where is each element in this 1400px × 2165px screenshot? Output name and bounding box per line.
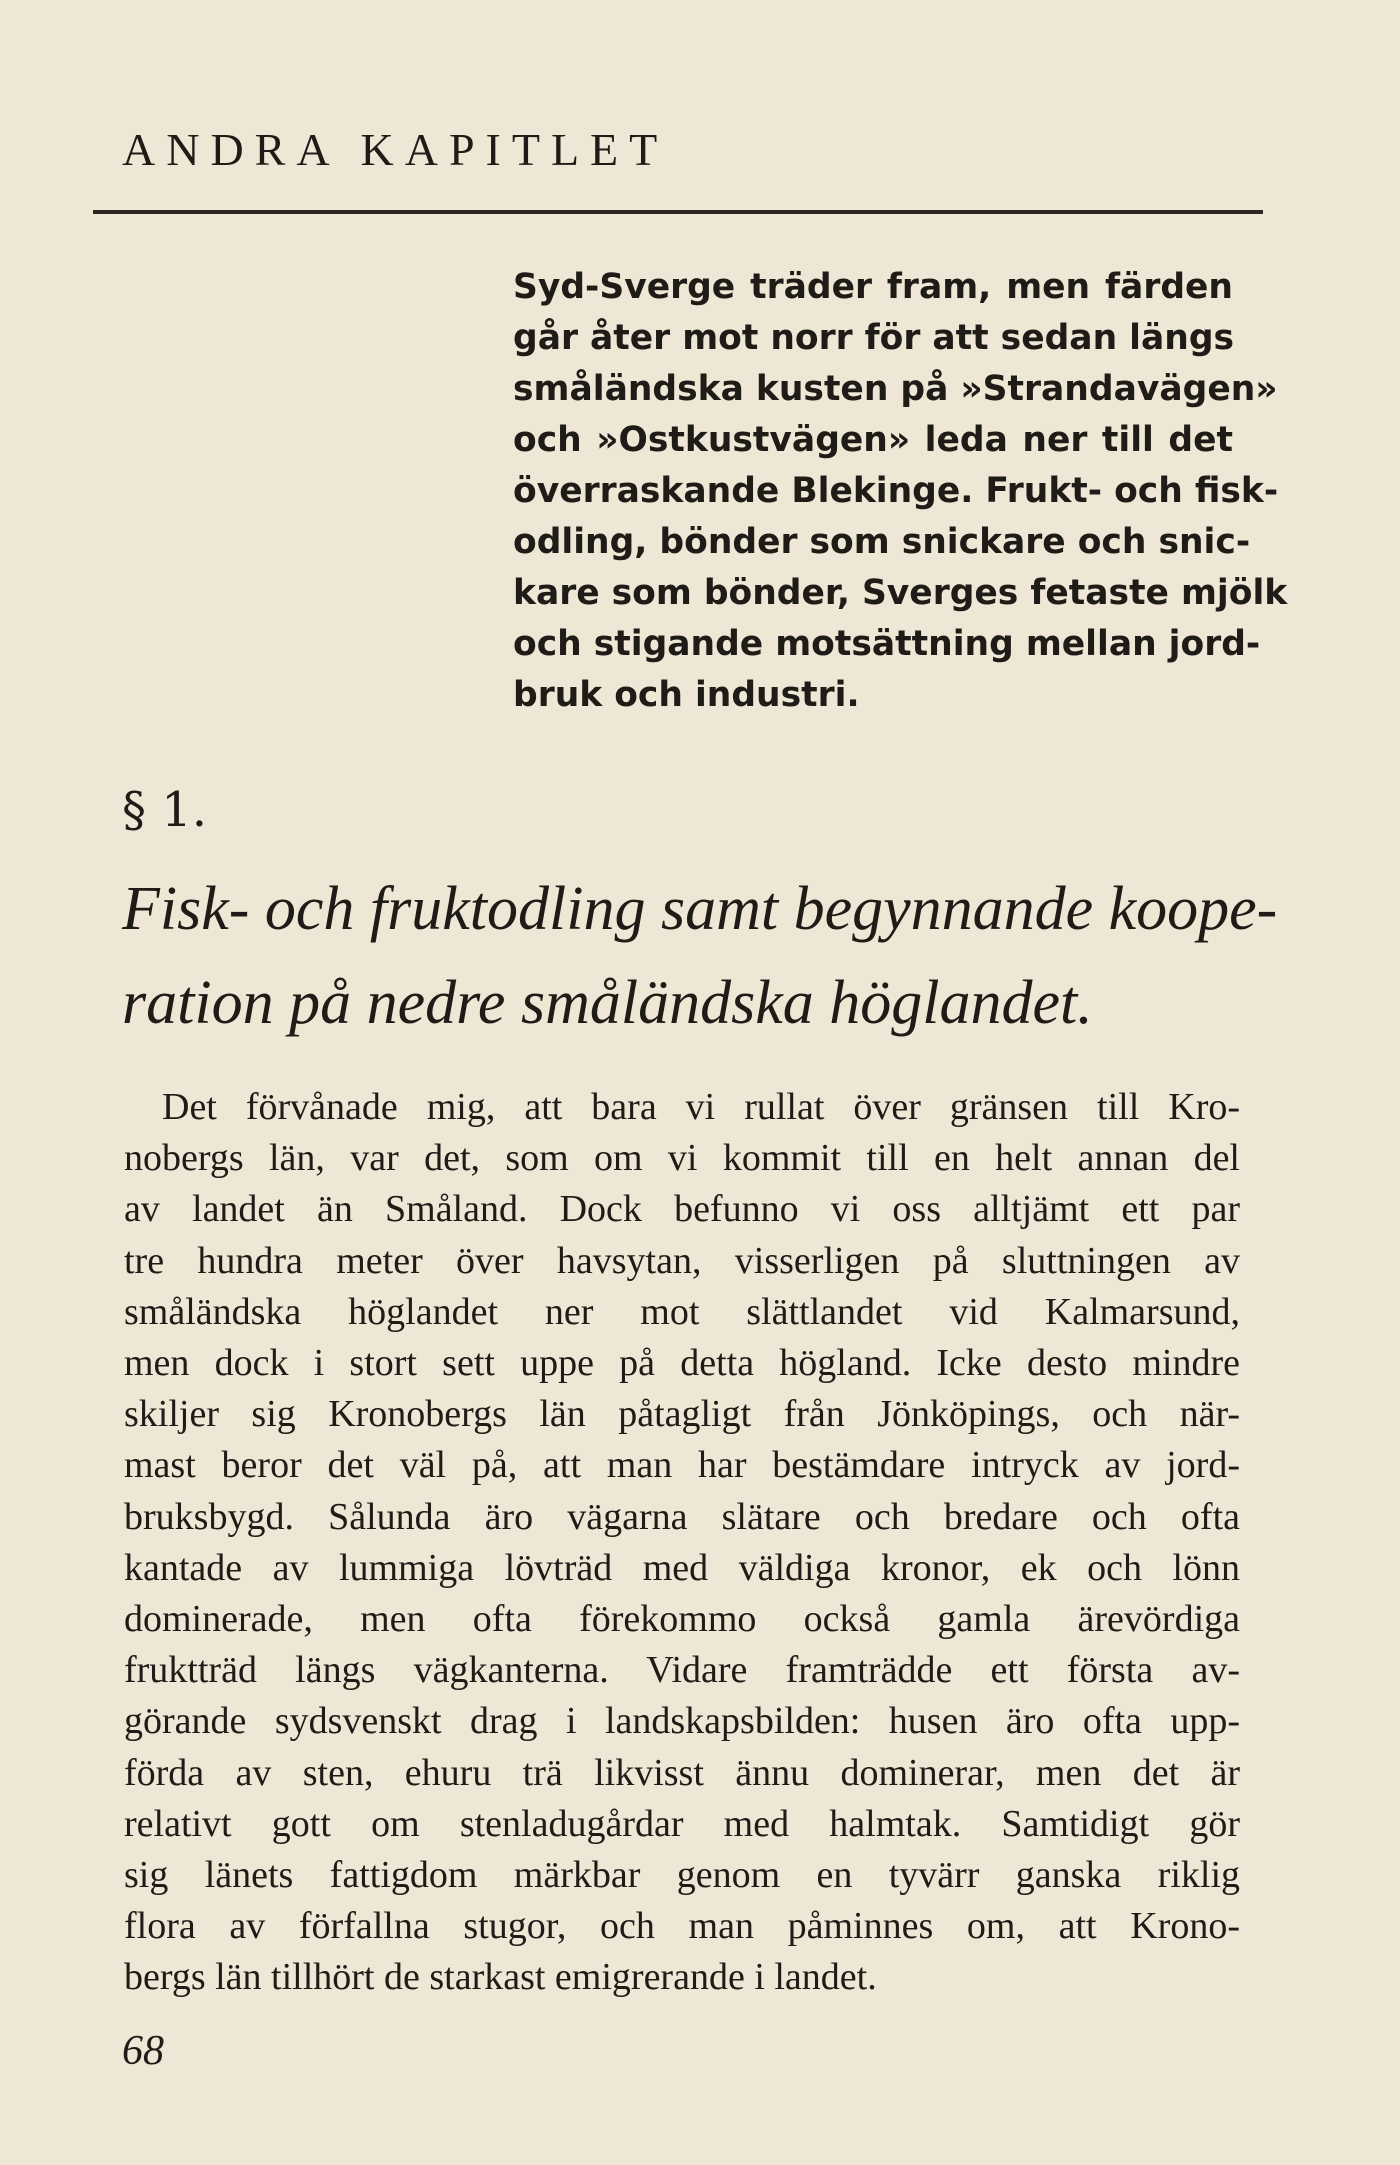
body-line: skiljer sig Kronobergs län påtagligt från Jönköpings, och när- bbox=[124, 1393, 1240, 1436]
body-line: mast beror det väl på, att man har bestämdare intryck av jord- bbox=[124, 1444, 1240, 1487]
page-number: 68 bbox=[122, 2028, 164, 2074]
body-line: förda av sten, ehuru trä likvisst ännu dominerar, men det är bbox=[124, 1751, 1240, 1794]
body-line: dominerade, men ofta förekommo också gamla ärevördiga bbox=[124, 1598, 1240, 1641]
summary-line: småländska kusten på »Strandavägen» bbox=[513, 369, 1278, 409]
section-mark: § 1. bbox=[122, 782, 208, 838]
section-title-line: Fisk- och fruktodling samt begynnande koope- bbox=[122, 875, 1278, 943]
body-line: relativt gott om stenladugårdar med halmtak. Samtidigt gör bbox=[124, 1802, 1240, 1845]
body-line: av landet än Småland. Dock befunno vi oss alltjämt ett par bbox=[124, 1188, 1240, 1231]
section-title bbox=[122, 862, 1278, 1050]
chapter-summary bbox=[513, 262, 1288, 721]
body-line: tre hundra meter över havsytan, visserligen på sluttningen av bbox=[124, 1239, 1240, 1282]
body-line: sig länets fattigdom märkbar genom en tyvärr ganska riklig bbox=[124, 1854, 1240, 1897]
chapter-heading: ANDRA KAPITLET bbox=[122, 124, 669, 175]
summary-line: Syd-Sverge träder fram, men färden bbox=[513, 267, 1233, 307]
body-line: bruksbygd. Sålunda äro vägarna slätare och bredare och ofta bbox=[124, 1495, 1240, 1538]
body-line: fruktträd längs vägkanterna. Vidare framträdde ett första av- bbox=[124, 1649, 1240, 1692]
summary-line: och stigande motsättning mellan jord- bbox=[513, 624, 1261, 664]
summary-line: bruk och industri. bbox=[513, 675, 860, 715]
summary-line: går åter mot norr för att sedan längs bbox=[513, 318, 1235, 358]
body-line: Det förvånade mig, att bara vi rullat över gränsen till Kro- bbox=[162, 1086, 1240, 1128]
summary-line: överraskande Blekinge. Frukt- och fisk- bbox=[513, 471, 1279, 511]
body-line: kantade av lummiga lövträd med väldiga kronor, ek och lönn bbox=[124, 1546, 1240, 1589]
body-line: flora av förfallna stugor, och man påminnes om, att Krono- bbox=[124, 1905, 1240, 1948]
summary-line: kare som bönder, Sverges fetaste mjölk bbox=[513, 573, 1288, 613]
summary-line: odling, bönder som snickare och snic- bbox=[513, 522, 1251, 562]
body-line: bergs län tillhört de starkast emigrerande i landet. bbox=[124, 1956, 877, 1999]
body-line: görande sydsvenskt drag i landskapsbilden: husen äro ofta upp- bbox=[124, 1700, 1240, 1743]
section-title-line: ration på nedre småländska höglandet. bbox=[122, 969, 1093, 1037]
summary-line: och »Ostkustvägen» leda ner till det bbox=[513, 420, 1233, 460]
body-paragraph bbox=[124, 1082, 1240, 2004]
body-line: nobergs län, var det, som om vi kommit till en helt annan del bbox=[124, 1137, 1240, 1180]
body-line: småländska höglandet ner mot slättlandet vid Kalmarsund, bbox=[124, 1290, 1240, 1333]
body-line: men dock i stort sett uppe på detta högland. Icke desto mindre bbox=[124, 1342, 1240, 1385]
heading-rule bbox=[93, 210, 1263, 214]
